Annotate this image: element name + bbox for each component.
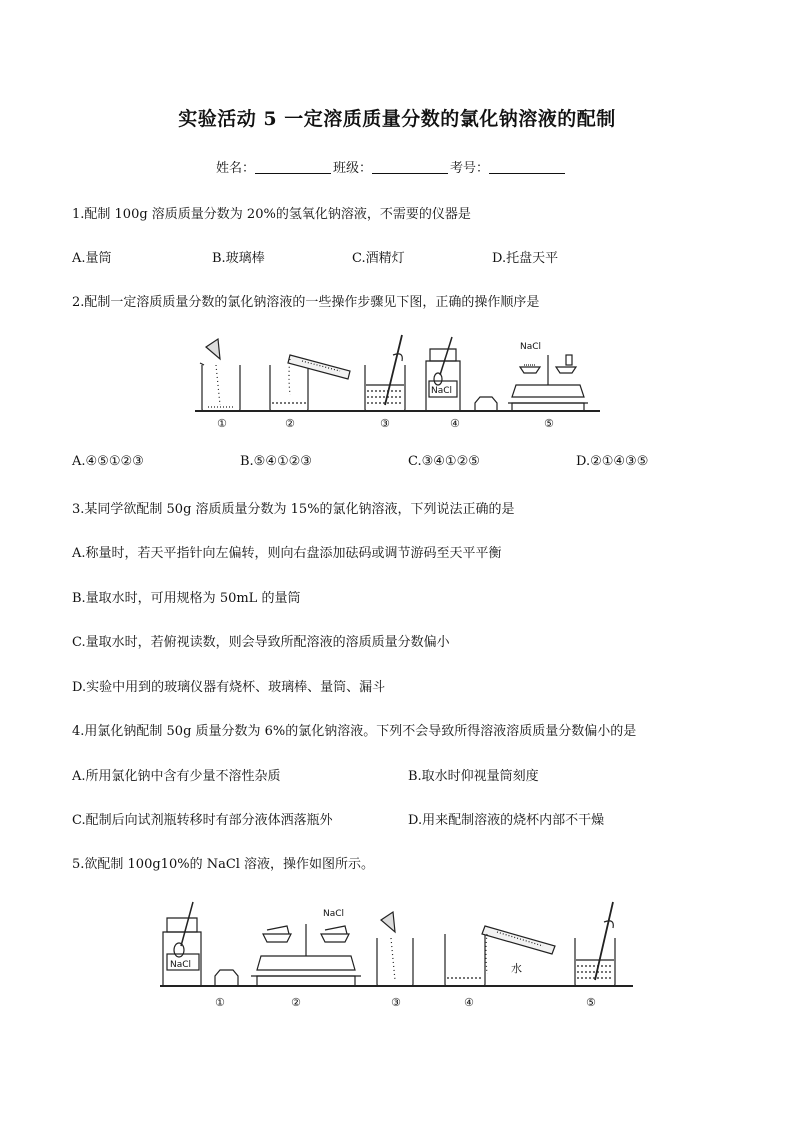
q2-label-3: ③ bbox=[380, 417, 390, 430]
q3-option-b: B.量取水时，可用规格为 50mL 的量筒 bbox=[72, 591, 301, 606]
q5-nacl-bottle-label: NaCl bbox=[170, 960, 192, 970]
q2-label-1: ① bbox=[217, 417, 227, 430]
q5-water-label: 水 bbox=[511, 962, 522, 975]
q2-label-5: ⑤ bbox=[544, 417, 554, 430]
q5-step5-stir-icon bbox=[575, 902, 615, 986]
id-blank[interactable] bbox=[489, 160, 565, 174]
class-blank[interactable] bbox=[372, 160, 448, 174]
q2-label-4: ④ bbox=[450, 417, 460, 430]
id-label: 考号： bbox=[450, 161, 490, 176]
q3-stem: 3.某同学欲配制 50g 溶质质量分数为 15%的氯化钠溶液，下列说法正确的是 bbox=[72, 502, 515, 517]
q2-label-2: ② bbox=[285, 417, 295, 430]
q2-option-c: C.③④①②⑤ bbox=[408, 454, 480, 469]
q5-step3-beaker-icon bbox=[377, 912, 413, 986]
q2-option-a: A.④⑤①②③ bbox=[72, 454, 144, 469]
q5-stem: 5.欲配制 100g10%的 NaCl 溶液，操作如图所示。 bbox=[72, 857, 375, 872]
q2-option-d: D.②①④③⑤ bbox=[576, 454, 649, 469]
q4-option-d: D.用来配制溶液的烧杯内部不干燥 bbox=[408, 813, 605, 828]
q5-step4-pour-icon bbox=[445, 926, 555, 986]
q2-step2-pour-icon bbox=[270, 355, 350, 411]
q1-option-c: C.酒精灯 bbox=[352, 251, 405, 266]
q2-option-b: B.⑤④①②③ bbox=[240, 454, 312, 469]
q5-label-1: ① bbox=[215, 996, 225, 1009]
q5-label-5: ⑤ bbox=[586, 996, 596, 1009]
q5-label-3: ③ bbox=[391, 996, 401, 1009]
q2-stem: 2.配制一定溶质质量分数的氯化钠溶液的一些操作步骤见下图，正确的操作顺序是 bbox=[72, 295, 540, 310]
q5-figure bbox=[155, 890, 645, 1015]
q1-option-a: A.量筒 bbox=[72, 251, 112, 266]
name-label: 姓名： bbox=[216, 161, 256, 176]
q2-nacl-scale-label: NaCl bbox=[520, 342, 542, 352]
name-blank[interactable] bbox=[255, 160, 331, 174]
q4-stem: 4.用氯化钠配制 50g 质量分数为 6%的氯化钠溶液。下列不会导致所得溶液溶质质量分数偏小的是 bbox=[72, 724, 637, 739]
q1-stem: 1.配制 100g 溶质质量分数为 20%的氢氧化钠溶液，不需要的仪器是 bbox=[72, 207, 471, 222]
page-title: 实验活动 5 一定溶质质量分数的氯化钠溶液的配制 bbox=[178, 108, 616, 130]
class-label: 班级： bbox=[333, 161, 373, 176]
q2-step3-stir-icon bbox=[365, 335, 405, 411]
q5-label-2: ② bbox=[291, 996, 301, 1009]
q4-option-b: B.取水时仰视量筒刻度 bbox=[408, 769, 539, 784]
q3-option-a: A.称量时，若天平指针向左偏转，则向右盘添加砝码或调节游码至天平平衡 bbox=[72, 546, 502, 561]
q2-step1-beaker-icon bbox=[200, 339, 240, 411]
q5-step2-balance-icon bbox=[251, 924, 361, 986]
q5-label-4: ④ bbox=[464, 996, 474, 1009]
q4-option-c: C.配制后向试剂瓶转移时有部分液体洒落瓶外 bbox=[72, 813, 333, 828]
q3-option-c: C.量取水时，若俯视读数，则会导致所配溶液的溶质质量分数偏小 bbox=[72, 635, 450, 650]
q2-step5-balance-icon bbox=[508, 355, 588, 411]
q5-nacl-scale-label: NaCl bbox=[323, 909, 345, 919]
q4-option-a: A.所用氯化钠中含有少量不溶性杂质 bbox=[72, 769, 281, 784]
q3-option-d: D.实验中用到的玻璃仪器有烧杯、玻璃棒、量筒、漏斗 bbox=[72, 680, 386, 695]
q2-nacl-bottle-label: NaCl bbox=[431, 386, 453, 396]
q2-step4-bottle-icon bbox=[426, 337, 497, 411]
q2-figure bbox=[190, 325, 610, 435]
q5-step1-bottle-icon bbox=[163, 902, 238, 986]
student-info-line bbox=[216, 157, 567, 176]
q1-option-b: B.玻璃棒 bbox=[212, 251, 265, 266]
q1-option-d: D.托盘天平 bbox=[492, 251, 559, 266]
